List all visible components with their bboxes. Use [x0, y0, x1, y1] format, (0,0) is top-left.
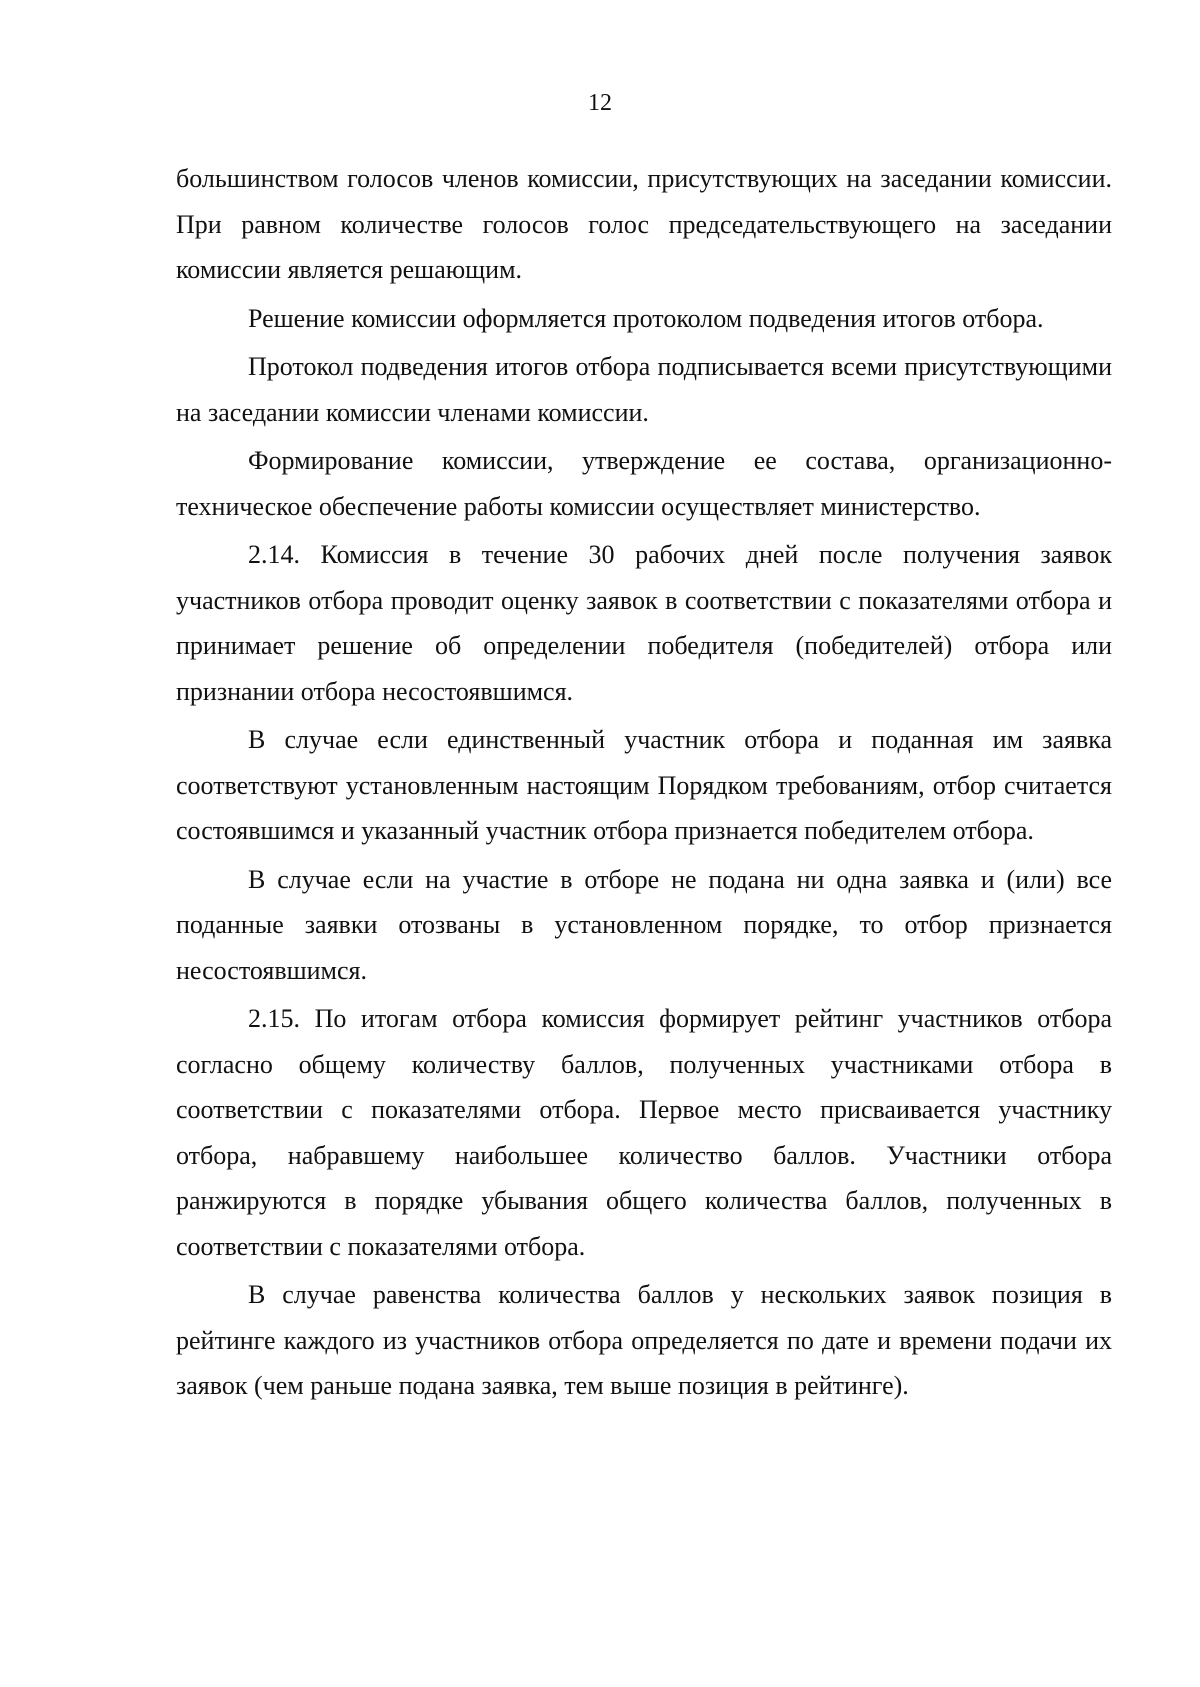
page-number: 12	[588, 90, 612, 116]
paragraph-single-participant: В случае если единственный участник отбора и поданная им заявка соответствуют установленным настоящим Порядком требованиям, отбор считается состоявшимся и указанный участник отбора признается победителем отбора.	[176, 725, 1112, 845]
paragraph-commission-formation: Формирование комиссии, утверждение ее состава, организационно-техническое обеспечение работы комиссии осуществляет министерство.	[176, 446, 1112, 521]
paragraph-equal-scores: В случае равенства количества баллов у нескольких заявок позиция в рейтинге каждого из участников отбора определяется по дате и времени подачи их заявок (чем раньше подана заявка, тем выше позиция в рейтинге).	[176, 1280, 1112, 1400]
paragraph-voting: большинством голосов членов комиссии, присутствующих на заседании комиссии. При равном количестве голосов голос председательствующего на заседании комиссии является решающим.	[176, 164, 1112, 284]
paragraph-2-15: 2.15. По итогам отбора комиссия формирует рейтинг участников отбора согласно общему количеству баллов, полученных участниками отбора в соответствии с показателями отбора. Первое место присваивается участнику отбора, набравшему наибольшее количество баллов. Участники отбора ранжируются в порядке убывания общего количества баллов, полученных в соответствии с показателями отбора.	[176, 1004, 1112, 1261]
paragraph-no-applications: В случае если на участие в отборе не подана ни одна заявка и (или) все поданные заявки отозваны в установленном порядке, то отбор признается несостоявшимся.	[176, 864, 1112, 985]
paragraph-2-14: 2.14. Комиссия в течение 30 рабочих дней после получения заявок участников отбора проводит оценку заявок в соответствии с показателями отбора и принимает решение об определении победителя (победителей) отбора или признании отбора несостоявшимся.	[176, 540, 1112, 706]
paragraph-decision: Решение комиссии оформляется протоколом подведения итогов отбора.	[248, 303, 1044, 333]
paragraph-protocol: Протокол подведения итогов отбора подписывается всеми присутствующими на заседании комиссии членами комиссии.	[176, 352, 1112, 427]
document-body	[176, 156, 1112, 1412]
